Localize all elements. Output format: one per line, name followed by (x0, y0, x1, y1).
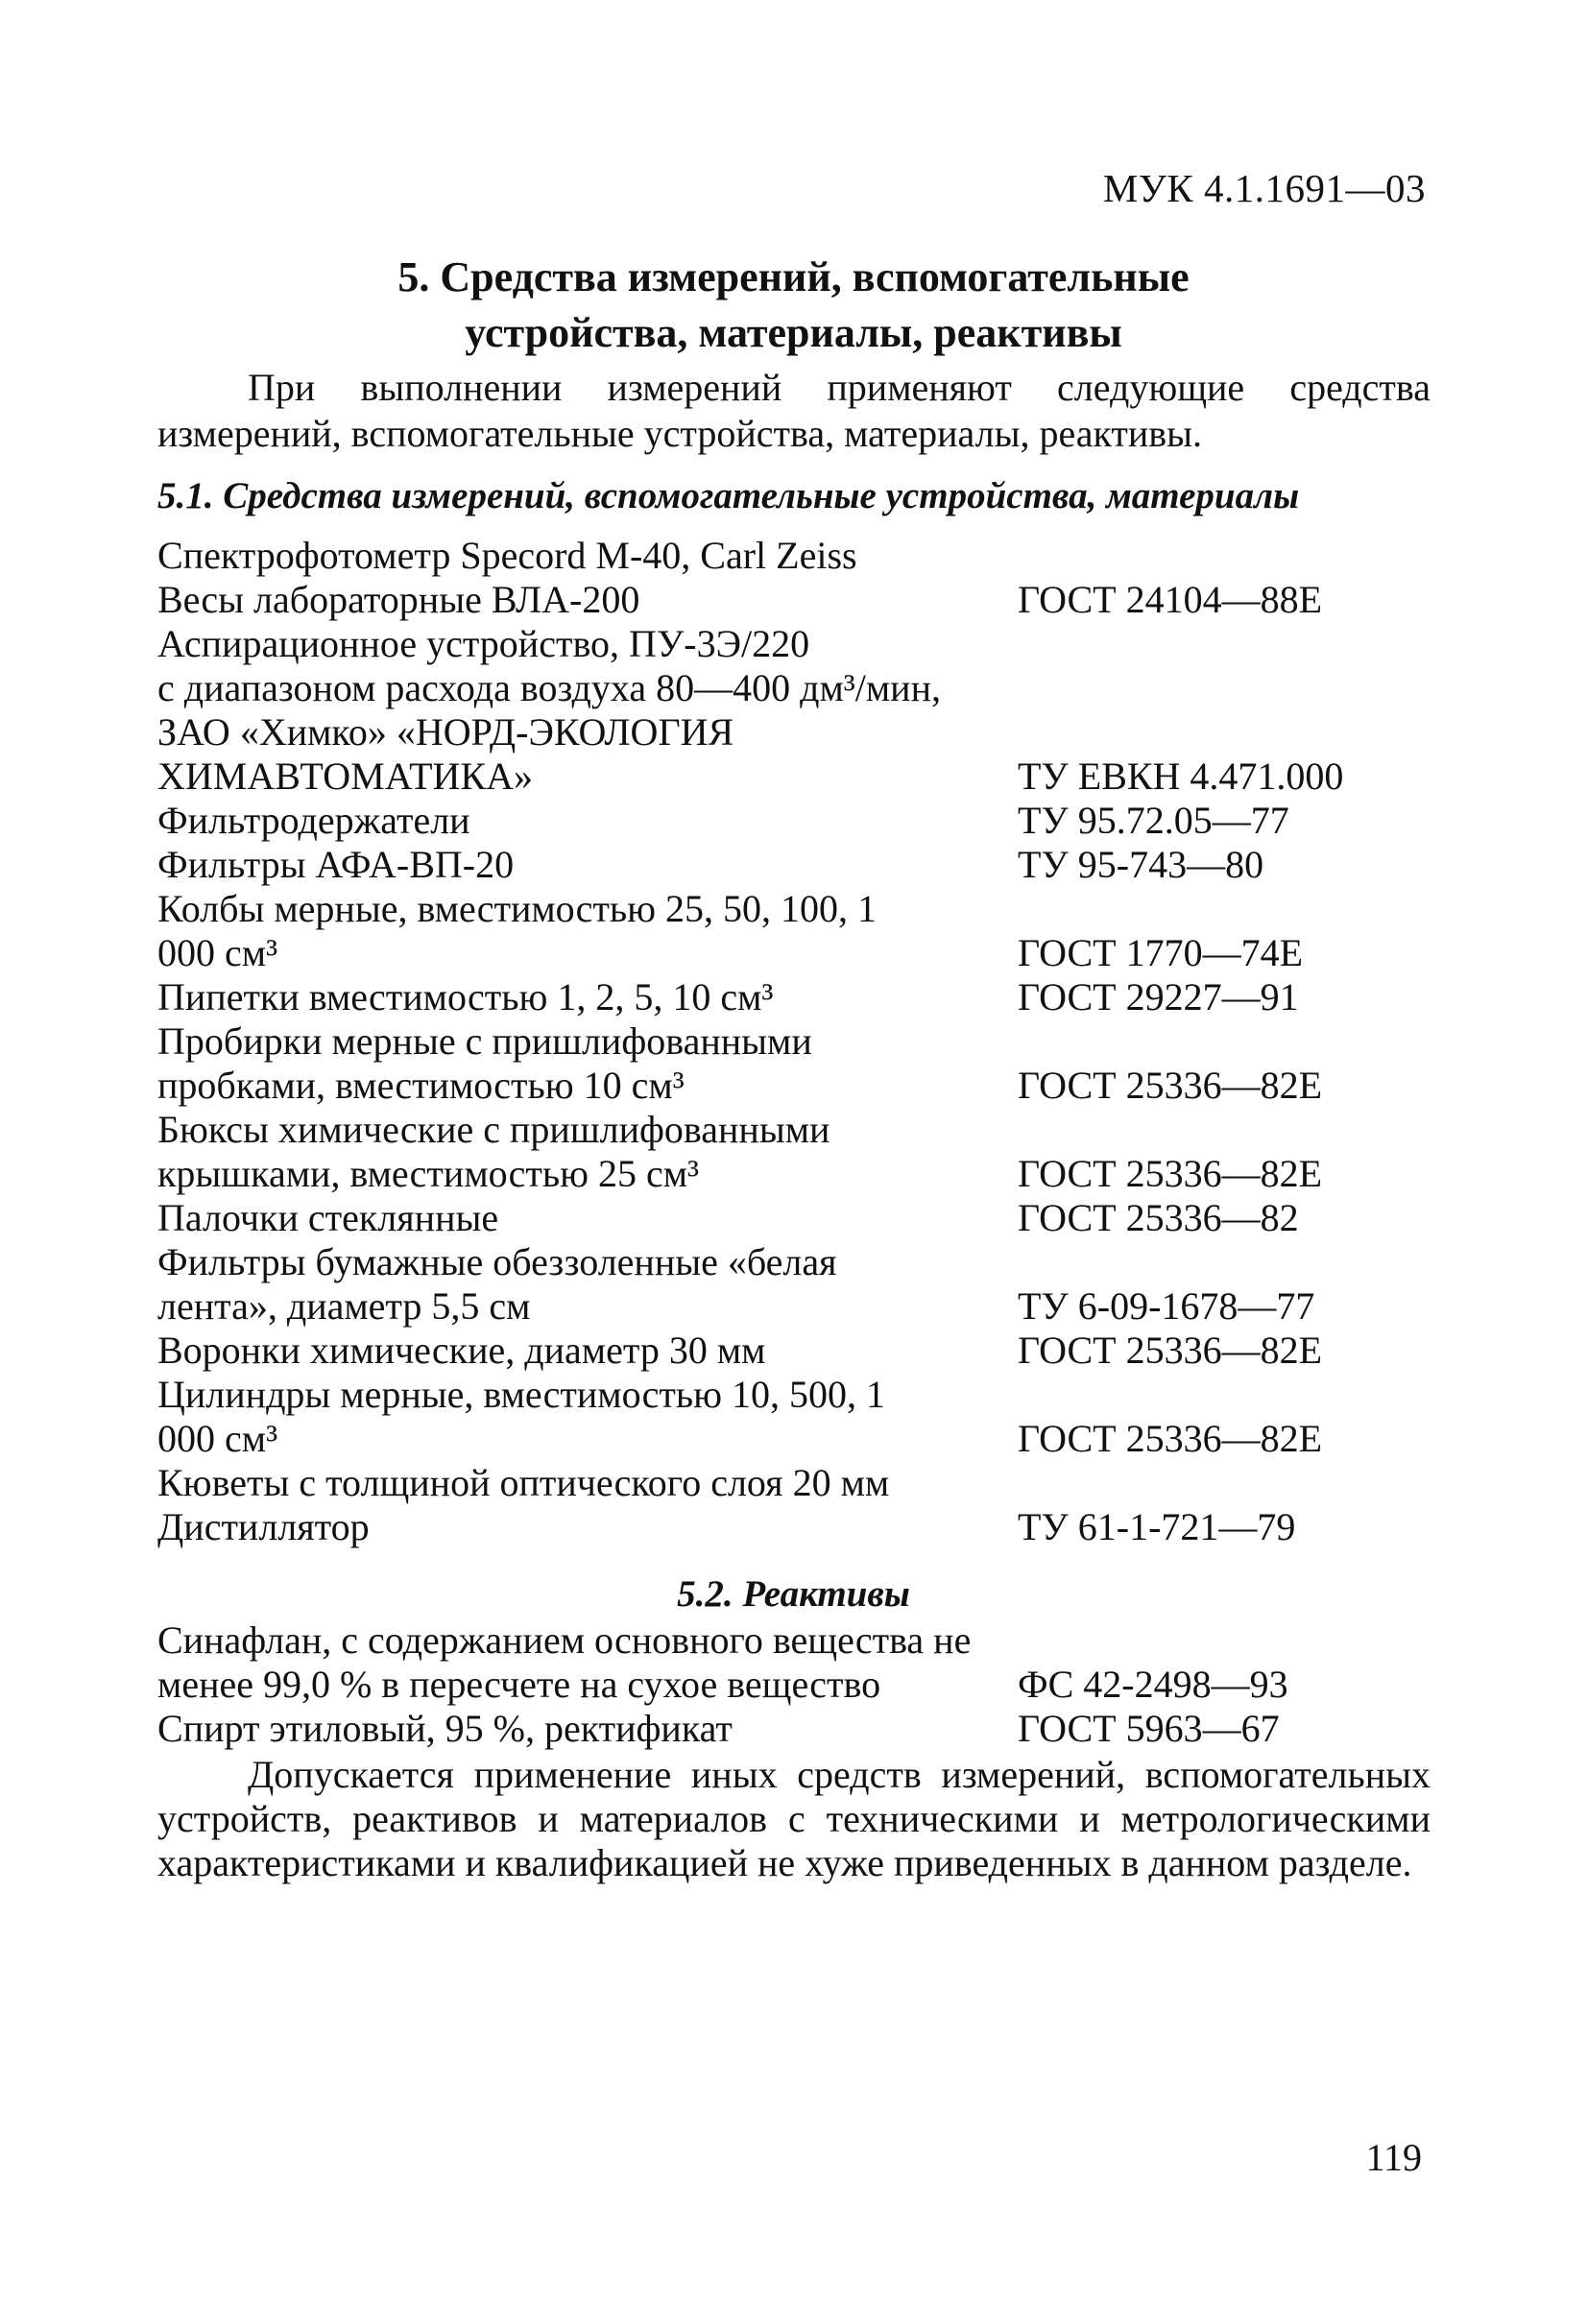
equipment-list (157, 534, 1434, 1549)
intro-text: При выполнении измерений применяют следующие средства измерений, вспомогательные устройства, материалы, реактивы. (157, 366, 1431, 455)
subsection-2-title: 5.2. Реактивы (677, 1573, 910, 1615)
list-item (157, 1108, 1434, 1196)
closing-paragraph (157, 1753, 1431, 1885)
item-name: с диапазоном расхода воздуха 80—400 дм³/мин, (157, 666, 941, 709)
item-name: Пипетки вместимостью 1, 2, 5, 10 см³ (157, 975, 774, 1018)
item-standard: ТУ 6-09-1678—77 (1018, 1284, 1315, 1328)
item-name: ЗАО «Химко» «НОРД-ЭКОЛОГИЯ ХИМАВТОМАТИКА» (157, 710, 734, 798)
item-name: Кюветы с толщиной оптического слоя 20 мм (157, 1461, 890, 1504)
item-name: Пробирки мерные с пришлифованными пробками, вместимостью 10 см³ (157, 1019, 812, 1107)
item-name: Аспирационное устройство, ПУ-3Э/220 (157, 622, 810, 665)
list-item (157, 622, 1434, 666)
item-name: Весы лабораторные ВЛА-200 (157, 578, 640, 621)
list-item (157, 1707, 1434, 1751)
list-item (157, 666, 1434, 710)
list-item (157, 843, 1434, 887)
item-name: Цилиндры мерные, вместимостью 10, 500, 1 000 см³ (157, 1373, 885, 1460)
section-title-line2: устройства, материалы, реактивы (465, 309, 1122, 356)
item-standard: ФС 42-2498—93 (1018, 1663, 1288, 1706)
item-name: Бюксы химические с пришлифованными крышками, вместимостью 25 см³ (157, 1108, 830, 1195)
item-standard: ГОСТ 25336—82 (1018, 1196, 1299, 1239)
item-standard: ГОСТ 5963—67 (1018, 1707, 1280, 1750)
list-item (157, 534, 1434, 578)
item-name: Палочки стеклянные (157, 1196, 499, 1239)
item-standard: ТУ 95-743—80 (1018, 843, 1264, 886)
list-item (157, 1019, 1434, 1108)
item-standard: ГОСТ 24104—88Е (1018, 578, 1323, 621)
item-standard: ГОСТ 25336—82Е (1018, 1064, 1323, 1107)
subsection-1-title: 5.1. Средства измерений, вспомогательные устройства, материалы (157, 475, 1300, 516)
document-code: МУК 4.1.1691—03 (1102, 166, 1426, 210)
item-standard: ГОСТ 25336—82Е (1018, 1329, 1323, 1372)
item-name: Фильтры бумажные обеззоленные «белая лента», диаметр 5,5 см (157, 1240, 837, 1328)
item-name: Спирт этиловый, 95 %, ректификат (157, 1707, 733, 1750)
list-item (157, 1373, 1434, 1461)
list-item (157, 799, 1434, 843)
list-item (157, 710, 1434, 799)
list-item (157, 1505, 1434, 1549)
item-name: Спектрофотометр Specord М-40, Carl Zeiss (157, 534, 857, 577)
page-number: 119 (1365, 2136, 1422, 2179)
section-title (0, 250, 1587, 361)
list-item (157, 1329, 1434, 1373)
item-name: Фильтры АФА-ВП-20 (157, 843, 515, 886)
item-name: Колбы мерные, вместимостью 25, 50, 100, 1 000 см³ (157, 887, 878, 974)
list-item (157, 1240, 1434, 1329)
list-item (157, 1618, 1434, 1707)
item-standard: ГОСТ 25336—82Е (1018, 1152, 1323, 1195)
item-standard: ГОСТ 1770—74Е (1018, 931, 1304, 974)
list-item (157, 578, 1434, 622)
closing-text: Допускается применение иных средств измерений, вспомогательных устройств, реактивов и материалов с техническими и метрологическими характеристиками и квалификацией не хуже приведенных в данном разделе. (157, 1753, 1431, 1884)
item-name: Воронки химические, диаметр 30 мм (157, 1329, 766, 1372)
item-name: Синафлан, с содержанием основного вещества не менее 99,0 % в пересчете на сухое вещество (157, 1618, 972, 1706)
item-name: Фильтродержатели (157, 799, 470, 842)
list-item (157, 887, 1434, 975)
intro-paragraph (157, 365, 1431, 457)
item-standard: ГОСТ 29227—91 (1018, 975, 1299, 1018)
list-item (157, 975, 1434, 1019)
section-title-line1: 5. Средства измерений, вспомогательные (397, 253, 1190, 300)
item-standard: ТУ 61-1-721—79 (1018, 1505, 1296, 1548)
list-item (157, 1196, 1434, 1240)
item-standard: ТУ ЕВКН 4.471.000 (1018, 755, 1344, 798)
item-standard: ГОСТ 25336—82Е (1018, 1417, 1323, 1460)
item-name: Дистиллятор (157, 1505, 370, 1548)
list-item (157, 1461, 1434, 1505)
reagents-list (157, 1618, 1434, 1751)
item-standard: ТУ 95.72.05—77 (1018, 799, 1289, 842)
